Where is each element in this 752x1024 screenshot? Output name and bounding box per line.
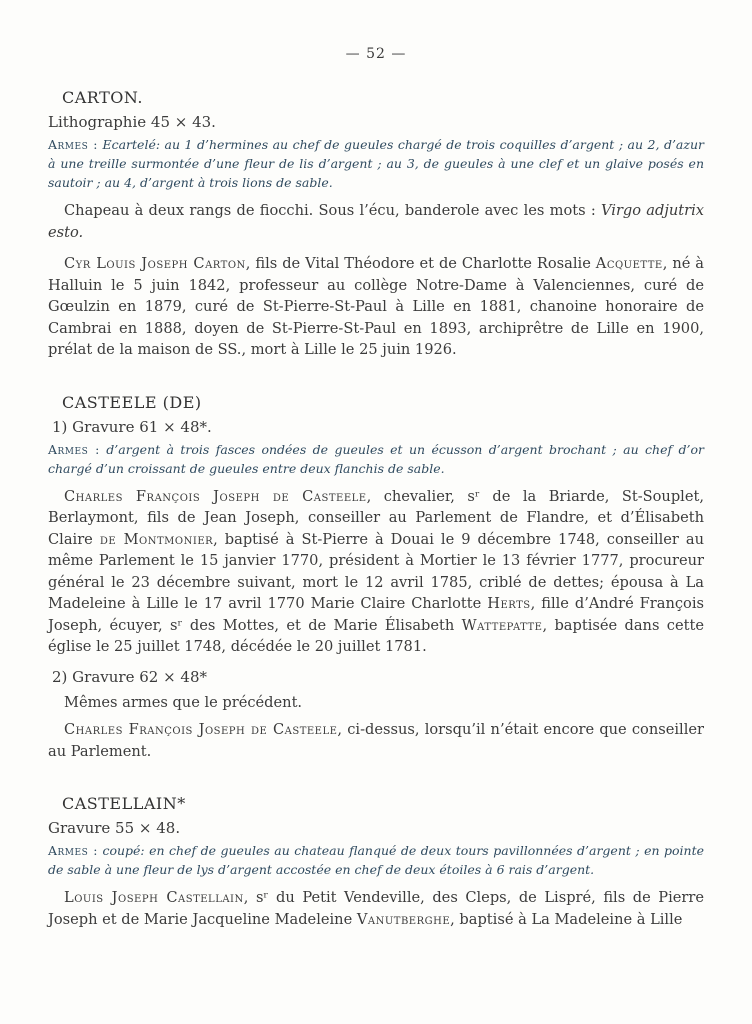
- biography-paragraph: [48, 719, 704, 762]
- bio-text: , né à Halluin le 5 juin 1842, professeur au collège Notre-Dame à Valenciennes, curé de Gœulzin en 1879, curé de St-Pierre-St-Paul à Lille en 1881, chanoine honoraire de Cambrai en 1888, doyen de St-Pierre-St-Paul en 1893, archiprêtre de Lille en 1900, prélat de la maison de SS., mort à Lille le 25 juin 1926.: [48, 255, 705, 358]
- armes-label: Armes :: [48, 441, 100, 457]
- motto-text: Virgo adjutrix esto.: [48, 202, 704, 241]
- armes-label: Armes :: [48, 137, 98, 152]
- entry-title: CARTON.: [62, 88, 143, 107]
- armes-text: Ecartelé: au 1 d’hermines au chef de gueules chargé de trois coquilles d’argent ; au 2, d’azur à une treille surmontée d’une fleur de lis d’argent ; au 3, de gueules à une clef et un glaive posés en sautoir ; au 4, d’argent à trois lions de sable.: [48, 137, 704, 190]
- bio-text: , chevalier, sʳ de la Briarde, St-Souplet, Berlaymont, fils de Jean Joseph, conseiller au Parlement de Flandre, et d’Élisabeth Claire: [48, 487, 704, 548]
- person-name: Cyr Louis Joseph Carton: [64, 255, 246, 272]
- chapeau-text: Chapeau à deux rangs de fiocchi. Sous l’écu, banderole avec les mots :: [64, 202, 596, 219]
- lithographie-line: Lithographie 45 × 43.: [48, 113, 216, 131]
- bio-text: , fille d’André François Joseph, écuyer, sʳ des Mottes, et de Marie Élisabeth: [48, 595, 705, 634]
- entry-castellain: [48, 794, 704, 930]
- biography-paragraph: [48, 486, 704, 658]
- bio-text: , fils de Vital Théodore et de Charlotte Rosalie: [245, 255, 596, 272]
- person-name: Louis Joseph Castellain: [64, 889, 244, 906]
- armes-text: d’argent à trois fasces ondées de gueules et un écusson d’argent brochant ; au chef d’or chargé d’un croissant de gueules entre deux flanchis de sable.: [48, 441, 704, 476]
- entry-casteele: [48, 393, 704, 763]
- bio-text: , baptisé à St-Pierre à Douai le 9 décembre 1748, conseiller au même Parlement le 15 janvier 1770, président à Mortier le 13 février 1777, procureur général le 23 décembre suivant, mort le 12 avril 1785, criblé de dettes; épousa à La Madeleine à Lille le 17 avril 1770 Marie Claire Charlotte: [48, 530, 704, 612]
- gravure-line: 2) Gravure 62 × 48*: [52, 667, 207, 686]
- bio-text: , sʳ du Petit Vendeville, des Cleps, de Lispré, fils de Pierre Joseph et de Marie Jacqueline Madeleine: [48, 889, 704, 928]
- bio-text: , ci-dessus, lorsqu’il n’était encore que conseiller au Parlement.: [48, 721, 704, 760]
- bio-text: , baptisé à La Madeleine à Lille: [450, 910, 683, 928]
- page-number: — 52 —: [345, 46, 407, 62]
- gravure-line: Gravure 55 × 48.: [48, 819, 181, 837]
- entry-title: CASTELLAIN*: [62, 794, 186, 813]
- chapeau-paragraph: [48, 200, 704, 243]
- armes-description: [48, 440, 704, 478]
- entry-carton: [48, 88, 704, 361]
- entry-title: CASTEELE (DE): [62, 392, 202, 412]
- armes-description: [48, 135, 704, 192]
- mother-name: Acquette: [595, 255, 663, 272]
- wife-mother-name: Wattepatte: [461, 616, 543, 634]
- biography-paragraph: [48, 253, 704, 361]
- bio-text: , baptisée dans cette église le 25 juillet 1748, décédée le 20 juillet 1781.: [48, 616, 704, 655]
- armes-label: Armes :: [48, 843, 98, 858]
- gravure-line: 1) Gravure 61 × 48*.: [52, 417, 212, 436]
- armes-description: [48, 841, 704, 879]
- wife-name: Herts: [487, 595, 531, 612]
- person-name: Charles François Joseph de Casteele: [64, 721, 338, 738]
- page-content: [48, 88, 704, 940]
- mother-name: Vanutberghe: [356, 910, 451, 928]
- biography-paragraph: [48, 887, 704, 930]
- armes-text: coupé: en chef de gueules au chateau flanqué de deux tours pavillonnées d’argent ; en pointe de sable à une fleur de lys d’argent accostée en chef de deux étoiles à 6 rais d’argent.: [48, 843, 704, 877]
- person-name: Charles François Joseph de Casteele: [64, 487, 367, 505]
- mother-name: de Montmonier: [99, 530, 214, 548]
- memes-armes-line: Mêmes armes que le précédent.: [64, 693, 303, 711]
